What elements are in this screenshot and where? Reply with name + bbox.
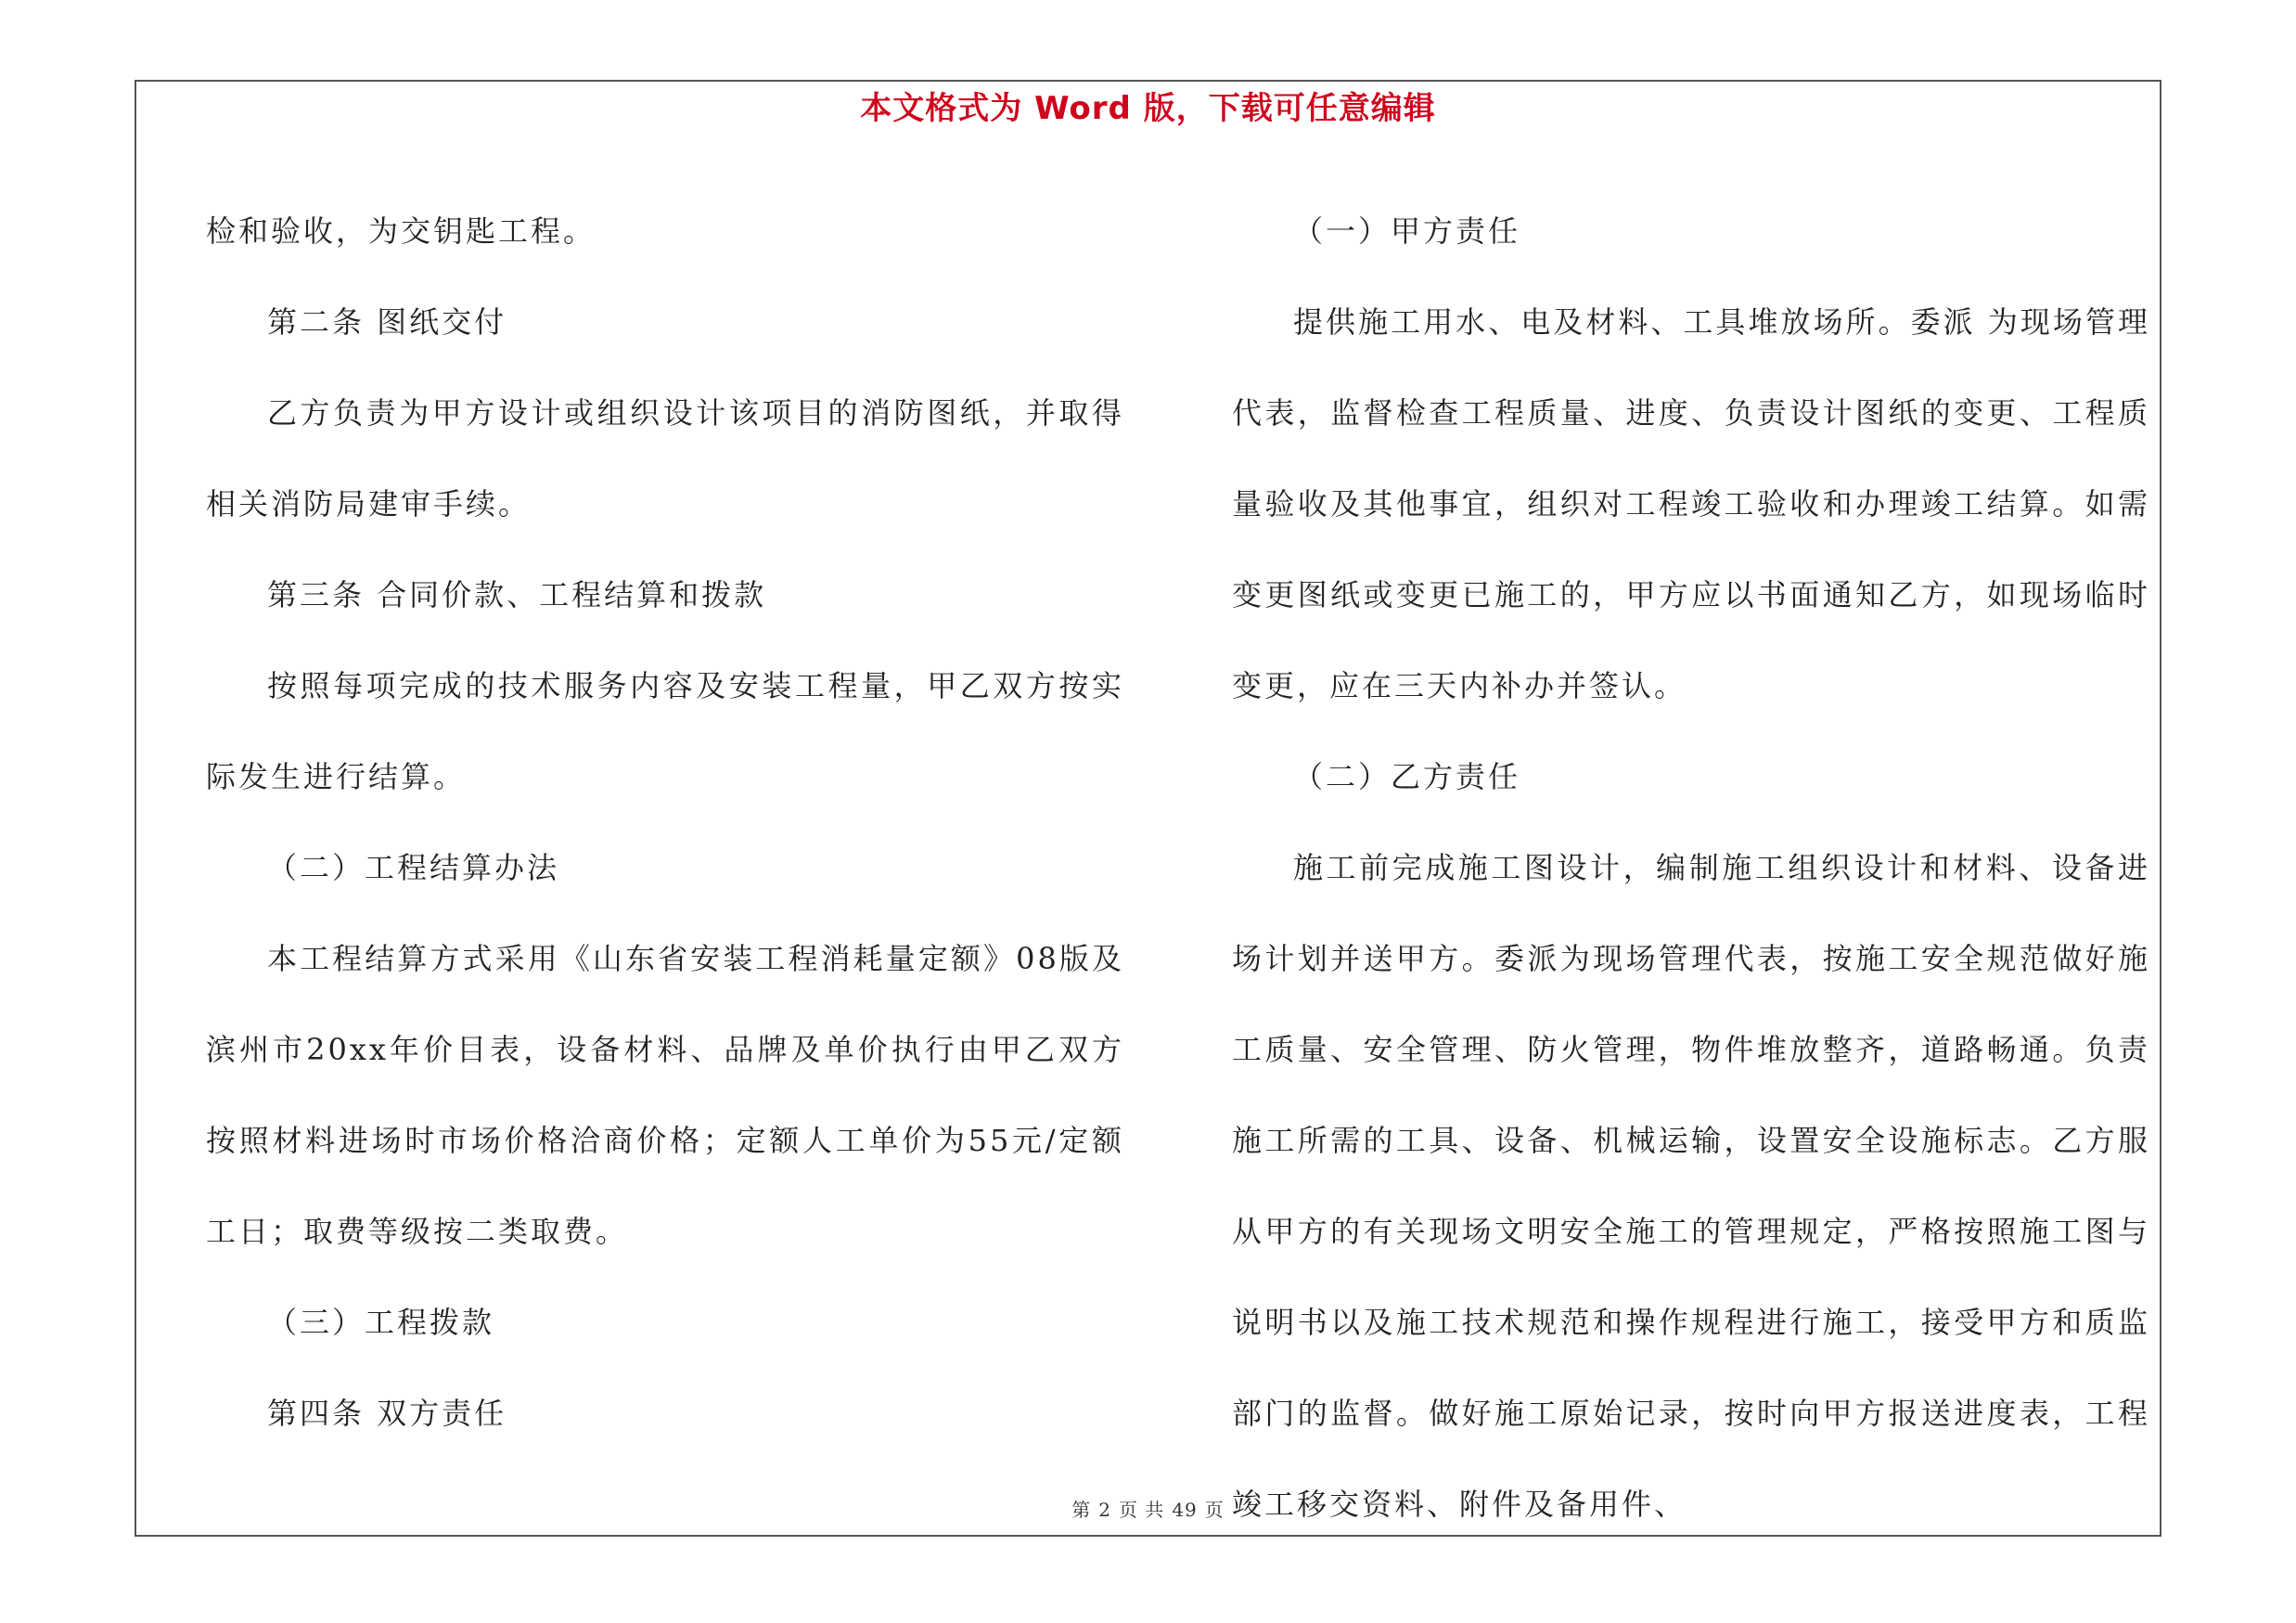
paragraph: （二）乙方责任 bbox=[1293, 759, 1521, 794]
paragraph: 提供施工用水、电及材料、工具堆放场所。委派 为现场管理代表，监督检查工程质量、进度、负责设计图纸的变更、工程质量验收及其他事宜，组织对工程竣工验收和办理竣工结算。如需变更图纸或变更已施工的，甲方应以书面通知乙方，如现场临时变更，应在三天内补办并签认。 bbox=[1232, 304, 2150, 703]
paragraph: 第三条 合同价款、工程结算和拨款 bbox=[267, 577, 767, 612]
footer-prefix: 第 bbox=[1071, 1499, 1092, 1521]
document-banner: 本文格式为 Word 版，下载可任意编辑 bbox=[860, 90, 1436, 127]
paragraph: 本工程结算方式采用《山东省安装工程消耗量定额》08版及滨州市20xx年价目表，设备材料、品牌及单价执行由甲乙双方按照材料进场时市场价格洽商价格；定额人工单价为55元/定额工日；取费等级按二类取费。 bbox=[206, 941, 1124, 1249]
current-page-number: 2 bbox=[1098, 1499, 1111, 1521]
paragraph: （二）工程结算办法 bbox=[267, 850, 560, 885]
page-footer bbox=[0, 1496, 2296, 1524]
paragraph: 施工前完成施工图设计，编制施工组织设计和材料、设备进场计划并送甲方。委派为现场管理代表，按施工安全规范做好施工质量、安全管理、防火管理，物件堆放整齐，道路畅通。负责施工所需的工具、设备、机械运输，设置安全设施标志。乙方服从甲方的有关现场文明安全施工的管理规定，严格按照施工图与说明书以及施工技术规范和操作规程进行施工，接受甲方和质监部门的监督。做好施工原始记录，按时向甲方报送进度表，工程竣工移交资料、附件及备用件、 bbox=[1232, 850, 2150, 1522]
paragraph: 第二条 图纸交付 bbox=[267, 304, 507, 340]
paragraph: 第四条 双方责任 bbox=[267, 1396, 507, 1431]
total-page-count: 49 bbox=[1172, 1499, 1198, 1521]
paragraph: 检和验收，为交钥匙工程。 bbox=[206, 213, 596, 249]
paragraph: （三）工程拨款 bbox=[267, 1305, 495, 1340]
paragraph: （一）甲方责任 bbox=[1293, 213, 1521, 249]
paragraph: 按照每项完成的技术服务内容及安装工程量，甲乙双方按实际发生进行结算。 bbox=[206, 668, 1124, 794]
paragraph: 乙方负责为甲方设计或组织设计该项目的消防图纸，并取得相关消防局建审手续。 bbox=[206, 395, 1124, 522]
footer-suffix: 页 bbox=[1204, 1499, 1225, 1521]
right-text-column bbox=[1232, 186, 2150, 1550]
left-text-column bbox=[206, 186, 1124, 1459]
footer-middle: 页 共 bbox=[1118, 1499, 1165, 1521]
